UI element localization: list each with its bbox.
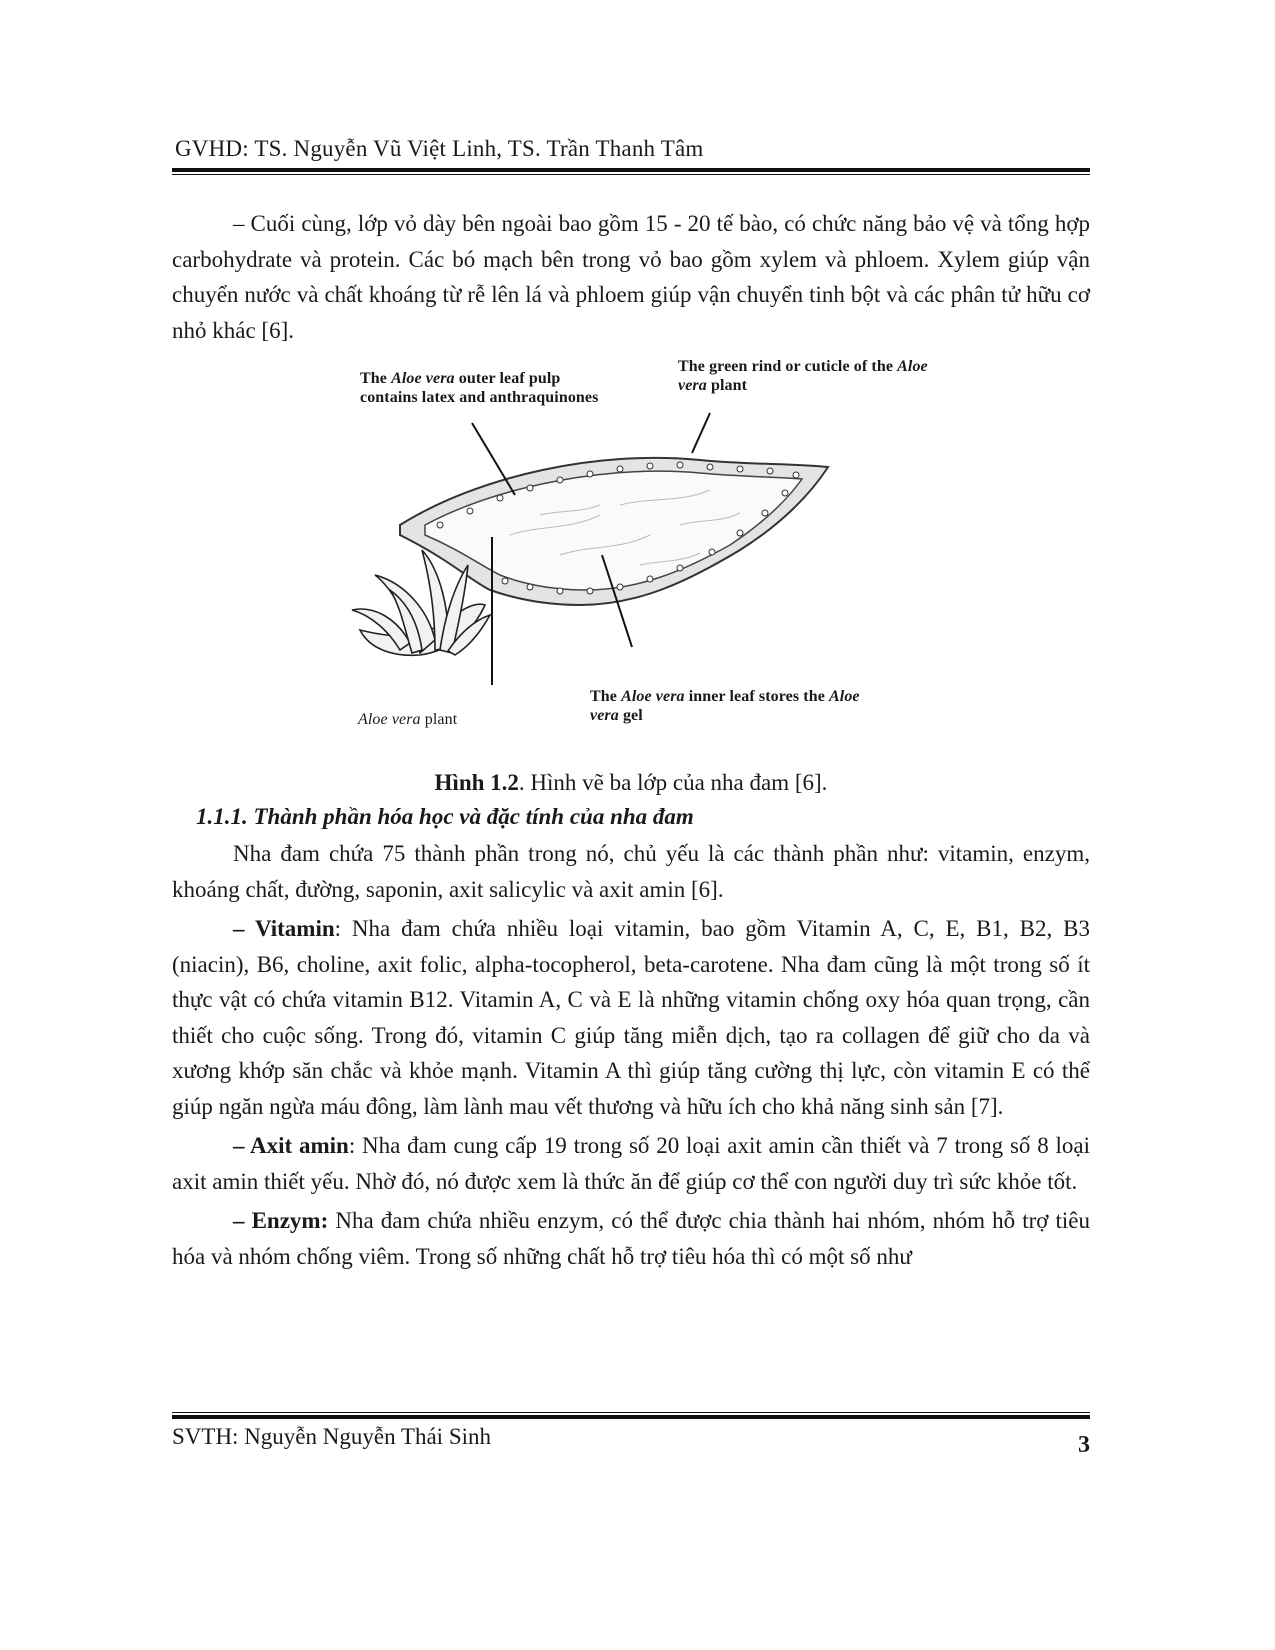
label-aloe-plant <box>358 710 508 729</box>
label-inner-part: inner leaf stores the <box>684 688 829 705</box>
label-inner-part: The <box>590 688 622 705</box>
label-rind-italic: Aloe vera <box>678 358 928 394</box>
label-plant-italic: Aloe vera <box>358 711 421 728</box>
section-heading: 1.1.1. Thành phần hóa học và đặc tính của nha đam <box>196 804 694 829</box>
label-inner-part: gel <box>618 707 643 724</box>
label-inner-italic: Aloe vera <box>590 688 860 724</box>
intro-paragraph-block <box>172 206 1090 350</box>
label-inner-italic: Aloe vera <box>621 688 685 705</box>
intro-paragraph: – Cuối cùng, lớp vỏ dày bên ngoài bao gồm 15 - 20 tế bào, có chức năng bảo vệ và tổng hợp carbohydrate và protein. Các bó mạch bên trong vỏ bao gồm xylem và phloem. Xylem giúp vận chuyển nước và chất khoáng từ rễ lên lá và phloem giúp vận chuyển tinh bột và các phân tử hữu cơ nhỏ khác [6]. <box>172 211 1090 343</box>
header-text: GVHD: TS. Nguyễn Vũ Việt Linh, TS. Trần Thanh Tâm <box>175 136 704 161</box>
vitamin-paragraph <box>172 911 1090 1124</box>
caption-text: . Hình vẽ ba lớp của nha đam [6]. <box>518 770 828 795</box>
label-rind-part: The green rind or cuticle of the <box>678 358 898 375</box>
enzym-text: Nha đam chứa nhiều enzym, có thể được chia thành hai nhóm, nhóm hỗ trợ tiêu hóa và nhóm chống viêm. Trong số những chất hỗ trợ tiêu hóa thì có một số như <box>172 1208 1090 1269</box>
page-header <box>175 136 1090 162</box>
label-pulp-part: outer leaf pulp contains latex and anthraquinones <box>360 370 599 406</box>
caption-number: Hình 1.2 <box>434 770 519 795</box>
header-rule <box>172 168 1090 175</box>
amino-label: – Axit amin <box>233 1133 349 1158</box>
label-outer-pulp <box>360 369 610 407</box>
section-intro-paragraph: Nha đam chứa 75 thành phần trong nó, chủ yếu là các thành phần như: vitamin, enzym, khoáng chất, đường, saponin, axit salicylic và axit amin [6]. <box>172 841 1090 902</box>
aloe-leaf-figure <box>340 358 928 745</box>
vitamin-text: : Nha đam chứa nhiều loại vitamin, bao gồm Vitamin A, C, E, B1, B2, B3 (niacin), B6, choline, axit folic, alpha-tocopherol, beta-carotene. Nha đam cũng là một trong số ít thực vật có chứa vitamin B12. Vitamin A, C và E là những vitamin chống oxy hóa quan trọng, cần thiết cho cuộc sống. Trong đó, vitamin C giúp tăng miễn dịch, tạo ra collagen để giữ cho da và xương khớp săn chắc và khỏe mạnh. Vitamin A thì giúp tăng cường thị lực, còn vitamin E có thể giúp ngăn ngừa máu đông, làm lành mau vết thương và hữu ích cho khả năng sinh sản [7]. <box>172 916 1090 1119</box>
label-rind-part: plant <box>706 377 748 394</box>
label-green-rind <box>678 357 938 395</box>
page-number: 3 <box>1078 1432 1090 1458</box>
amino-text: : Nha đam cung cấp 19 trong số 20 loại axit amin cần thiết và 7 trong số 8 loại axit amin thiết yếu. Nhờ đó, nó được xem là thức ăn để giúp cơ thể con người duy trì sức khỏe tốt. <box>172 1133 1090 1194</box>
label-plant-part: plant <box>420 711 458 728</box>
figure-caption <box>172 770 1090 796</box>
label-pulp-italic: Aloe vera <box>391 370 455 387</box>
section-body <box>172 836 1090 1278</box>
footer-text: SVTH: Nguyễn Nguyễn Thái Sinh <box>172 1424 492 1449</box>
label-inner-leaf <box>590 687 860 725</box>
enzym-label: – Enzym: <box>233 1208 329 1233</box>
enzym-paragraph <box>172 1203 1090 1274</box>
page-footer <box>172 1424 1090 1458</box>
label-pulp-part: The <box>360 370 392 387</box>
amino-paragraph <box>172 1128 1090 1199</box>
vitamin-label: – Vitamin <box>233 916 335 941</box>
footer-rule <box>172 1412 1090 1419</box>
